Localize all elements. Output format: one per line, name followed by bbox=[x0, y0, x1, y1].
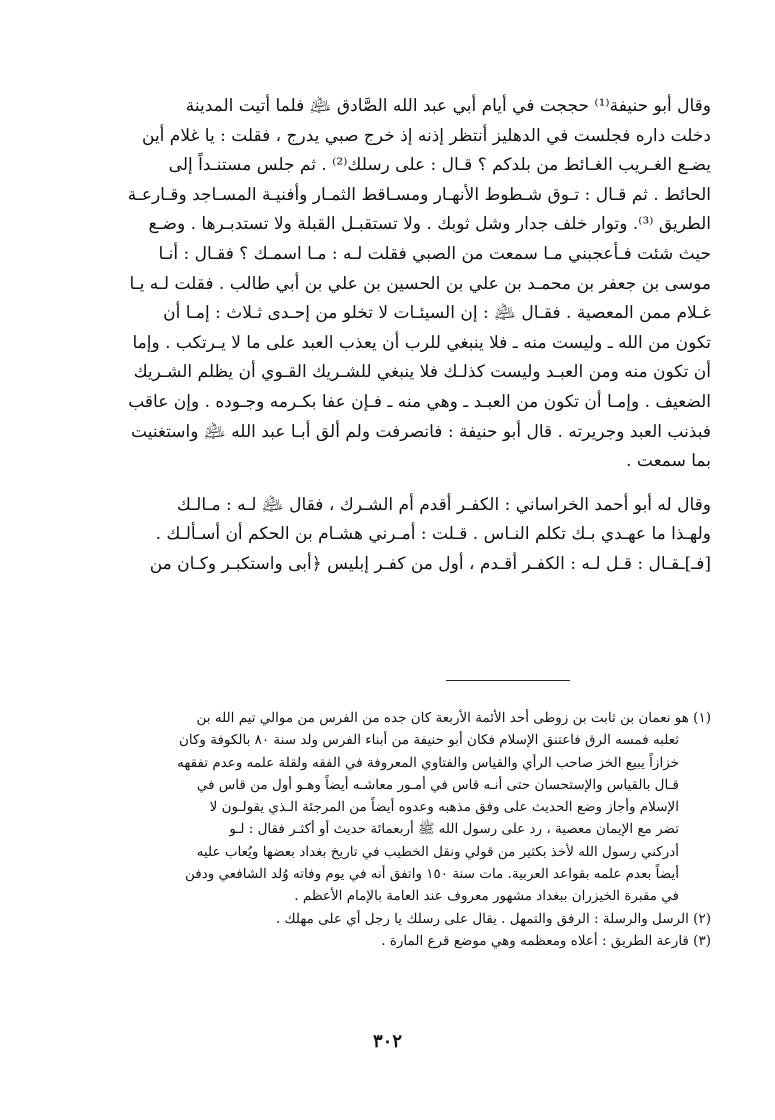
text-line: الحائط . ثم قـال : تـوق شـطوط الأنهـار ومسـاقط الثمـار وأفنيـة المسـاجد وقـارعـة bbox=[127, 184, 711, 205]
footnote-1 bbox=[64, 707, 711, 908]
footnote-line: الإسلام وأجاز وضع الحديث على وفق مذهبه وعدوه أيضاً من المرجئة الـذي يقولـون لا bbox=[209, 799, 679, 816]
footnotes bbox=[64, 707, 711, 952]
footnote-line: قـال بالقياس والإستحسان حتى أنـه قاس في أمـور معاشـه أيضاً وهـو أول من قاس في bbox=[196, 776, 679, 793]
text-line: أن تكون منه ومن العبـد وليست كذلـك فلا ينبغي للشـريك القـوي أن يظلم الشـريك bbox=[133, 362, 711, 383]
footnote-line: تضر مع الإيمان معصية ، رد على رسول الله ﷺ أربعمائة حديث أو أكثـر فقال : لـو bbox=[229, 821, 679, 838]
text-line: يضـع الغـريب الغـائط من بلدكم ؟ قـال : على رسلك⁽²⁾ . ثم جلس مستنـداً إلى bbox=[168, 155, 711, 176]
main-text bbox=[64, 92, 711, 580]
footnote-line: (٣) قارعة الطريق : أعلاه ومعظمه وهي موضع قرع المارة . bbox=[381, 932, 711, 949]
footnote-3 bbox=[64, 930, 711, 952]
text-line: [فـ]ـقـال : قـل لـه : الكفـر أقـدم ، أول من كفـر إبليس ﴿أبى واستكبـر وكـان من bbox=[149, 553, 711, 574]
footnote-separator bbox=[446, 680, 570, 681]
text-line: وقال أبو حنيفة⁽¹⁾ حججت في أيام أبي عبد الله الصَّادق ﵇ فلما أتيت المدينة bbox=[185, 96, 711, 116]
paragraph bbox=[64, 92, 711, 477]
footnote-line: (١) هو نعمان بن ثابت بن زوطى أحد الأئمة الأربعة كان جده من الفرس من موالي تيم الله بن bbox=[196, 710, 711, 726]
text-line: دخلت داره فجلست في الدهليز أنتظر إذنه إذ خرج صبي يدرج ، فقلت : يا غلام أين bbox=[142, 125, 711, 146]
text-line: ولهـذا ما عهـدي بـك تكلم النـاس . قـلت : أمـرني هشـام بن الحكم أن أسـألـك . bbox=[155, 524, 711, 545]
footnote-2 bbox=[64, 908, 711, 930]
text-line: الضعيف . وإمـا أن تكون من العبـد ـ وهي منه ـ فـإن عفا بكـرمه وجـوده . وإن عاقب bbox=[128, 391, 711, 412]
footnote-line: أدركني رسول الله لأخذ بكثير من قولي ونقل الخطيب في تاريخ بغداد بعضها ويُعاب عليه bbox=[196, 843, 679, 860]
footnote-line: أيضاً بعدم علمه بقواعد العربية. مات سنة ١٥٠ واتفق أنه في يوم وفاته وُلد الشافعي ودفن bbox=[184, 866, 679, 883]
text-line: بما سمعت . bbox=[626, 451, 711, 472]
footnote-line: في مقبرة الخيزران ببغداد مشهور معروف عند العامة بالإمام الأعظم . bbox=[294, 888, 679, 905]
paragraph bbox=[64, 491, 711, 580]
page-number: ٣٠٢ bbox=[372, 1031, 402, 1052]
text-line: فبذنب العبد وجريرته . قال أبو حنيفة : فانصرفت ولم ألق أبـا عبد الله ﵇ واستغنيت bbox=[131, 421, 711, 442]
footnote-line: (٢) الرسل والرسلة : الرفق والتمهل . يقال على رسلك يا رجل أي على مهلك . bbox=[275, 910, 711, 927]
text-line: وقال له أبو أحمد الخراساني : الكفـر أقدم أم الشـرك ، فقال ﵇ لـه : مـالـك bbox=[176, 494, 711, 515]
footnote-line: خزازاً يبيع الخز صاحب الرأي والقياس والفتاوي المعروفة في الفقه ولقلة علمه وعدم تفقهه bbox=[177, 754, 679, 771]
text-line: حيث شئت فـأعجبني مـا سمعت من الصبي فقلت لـه : مـا اسمـك ؟ فقـال : أنـا bbox=[158, 243, 711, 264]
text-line: موسى بن جعفر بن محمـد بن علي بن الحسين بن علي بن أبي طالب . فقلت لـه يـا bbox=[129, 273, 711, 294]
footnote-line: ثعلبه فمسه الرق فاعتنق الإسلام فكان أبو حنيفة من أبناء الفرس ولد سنة ٨٠ بالكوفة وكان bbox=[178, 732, 679, 749]
text-line: تكون من الله ـ وليست منه ـ فلا ينبغي للرب أن يعذب العبد على ما لا يـرتكب . وإما bbox=[132, 332, 711, 353]
text-line: الطريق ⁽³⁾. وتوار خلف جدار وشل ثوبك . ولا تستقبـل القبلة ولا تستدبـرها . وضـع bbox=[148, 214, 711, 235]
text-line: غـلام ممن المعصية . فقـال ﵇ : إن السيئـات لا تخلو من إحـدى ثـلاث : إمـا أن bbox=[163, 303, 711, 324]
